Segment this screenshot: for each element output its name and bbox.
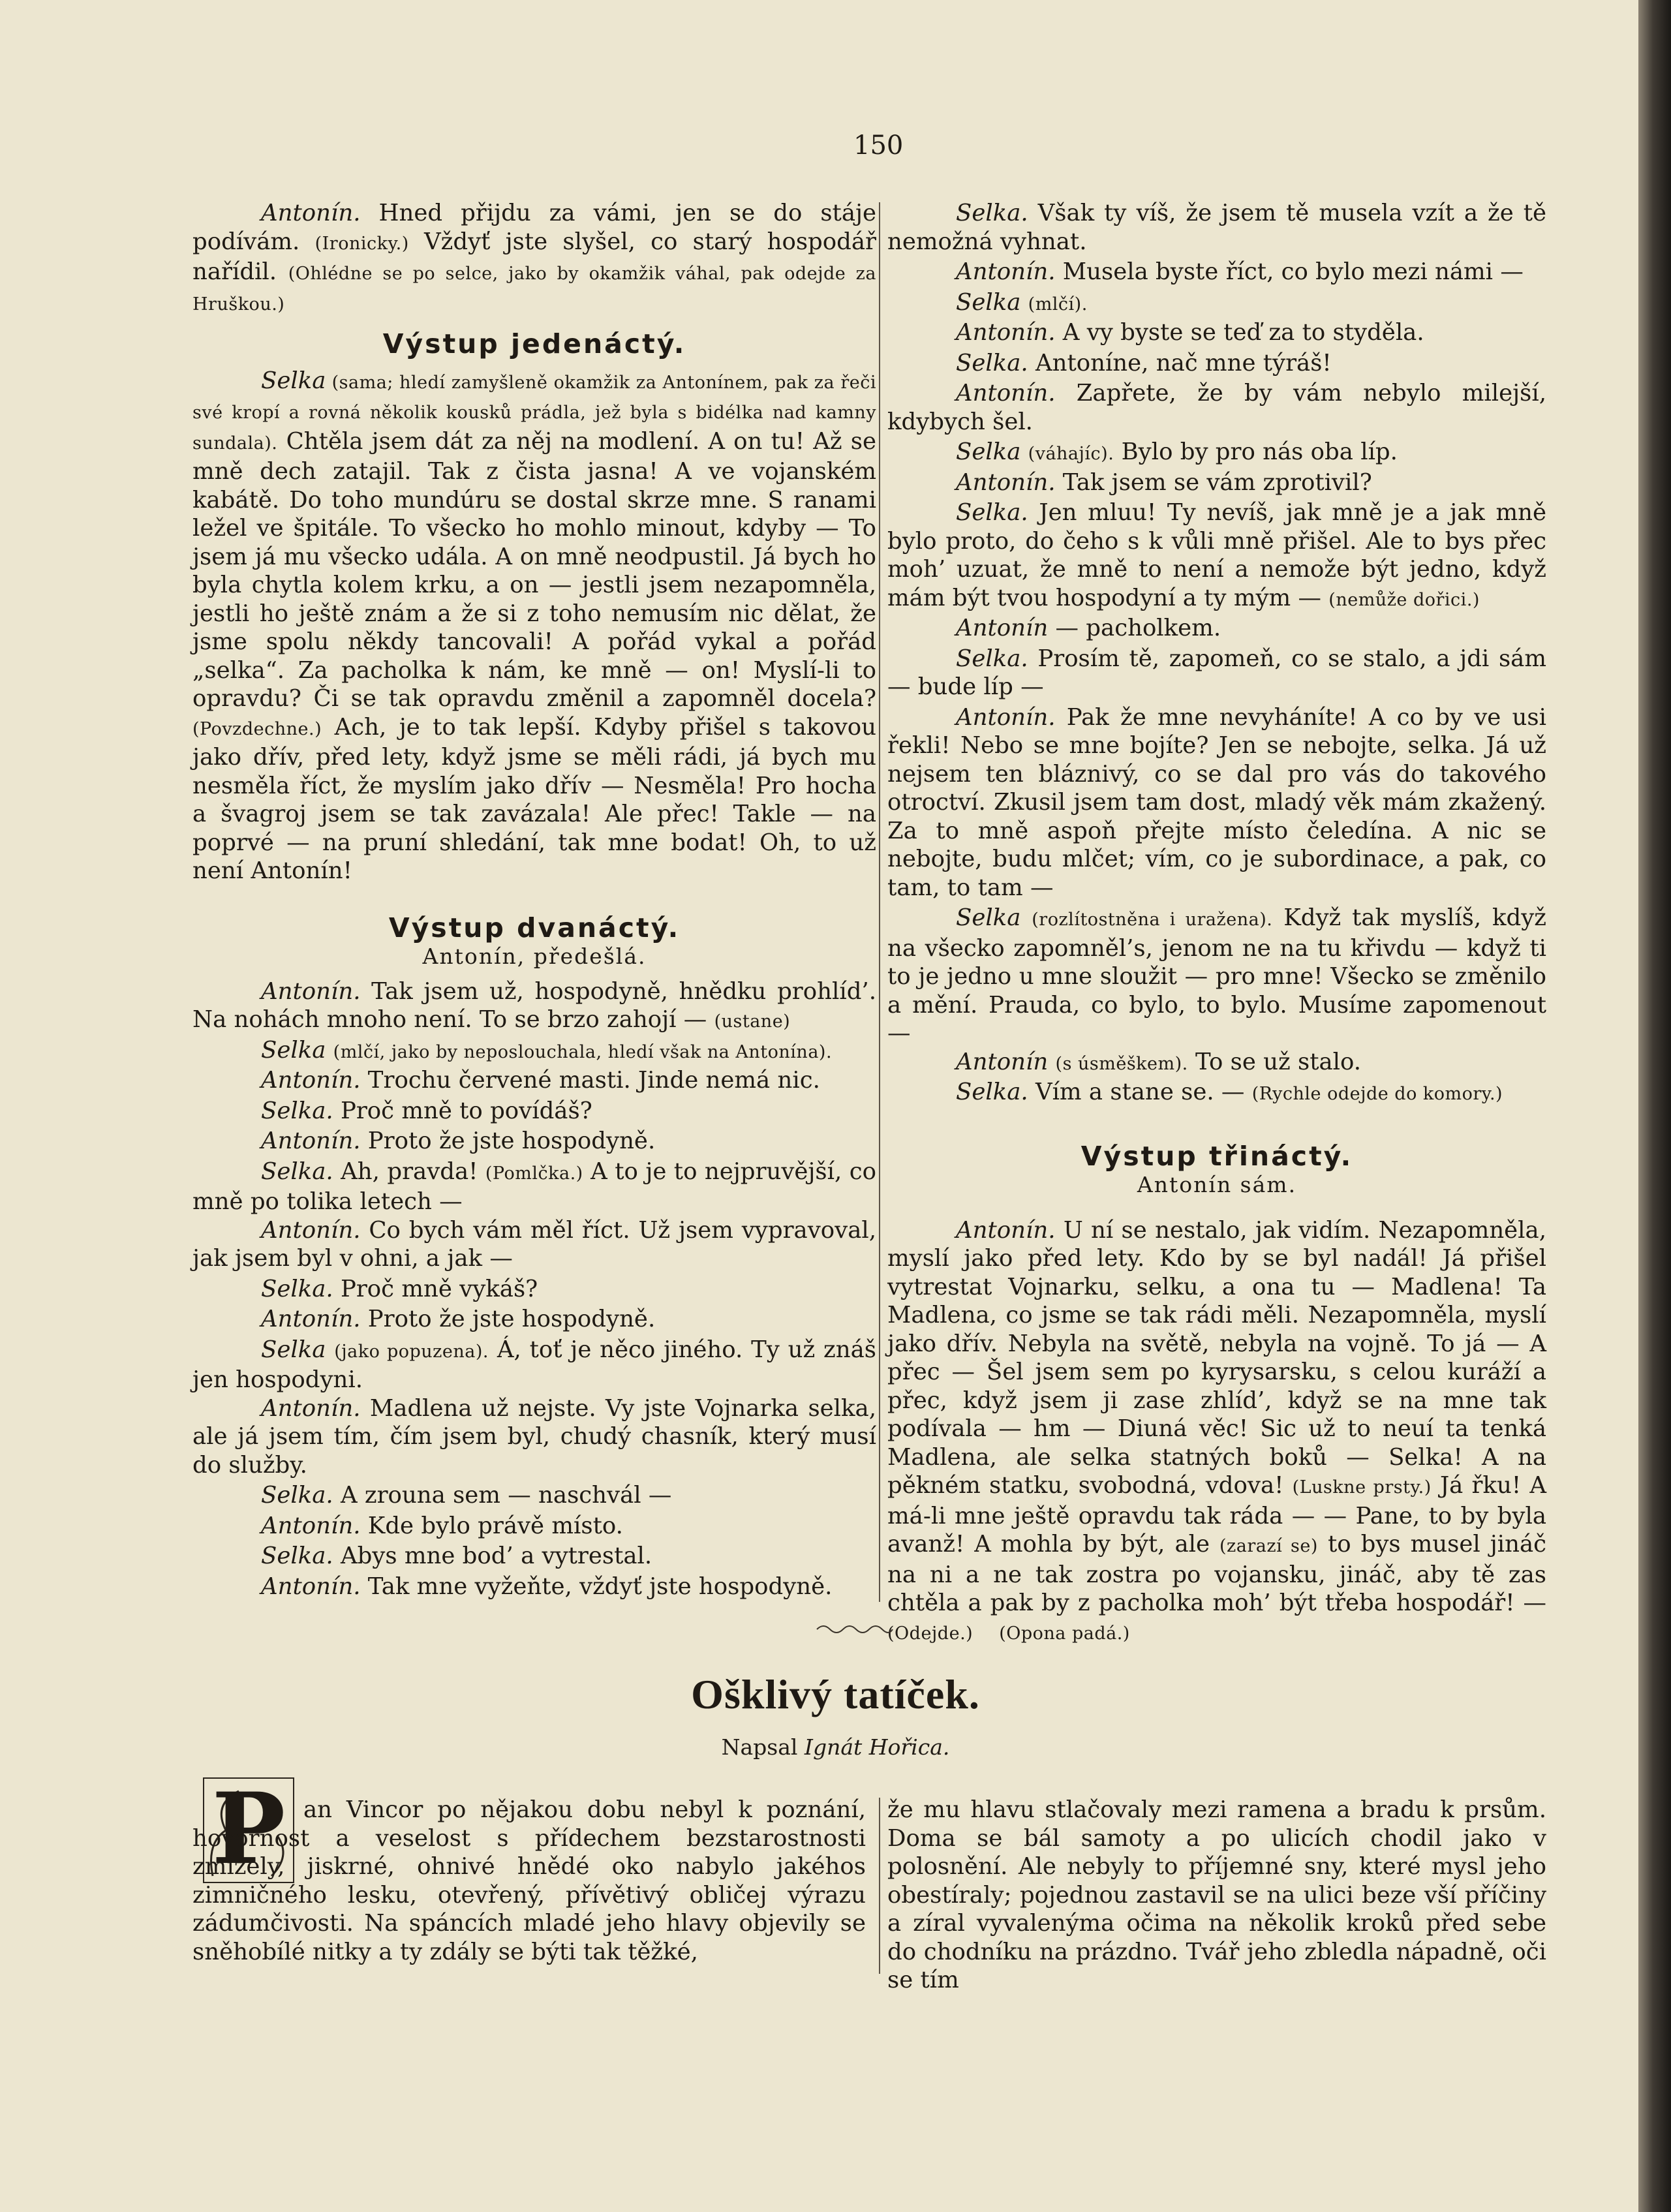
dialogue-line (887, 614, 1546, 645)
line-text: Bylo by pro nás oba líp. (1114, 438, 1398, 465)
stage-direction: (Rychle odejde do komory.) (1251, 1084, 1503, 1104)
line-text: Prosím tě, zapomeň, co se stalo, a jdi sám — bude líp — (887, 645, 1546, 700)
speaker-name: Antonín. (261, 1394, 361, 1422)
dialogue-line (887, 258, 1546, 288)
stage-direction: (Povzdechne.) (192, 718, 322, 739)
line-text: Trochu červené masti. Jinde nemá nic. (360, 1067, 820, 1094)
dialogue-line (887, 199, 1546, 258)
dialogue-line (192, 977, 876, 1036)
speaker-name: Antonín (956, 615, 1049, 641)
dialogue-line (192, 1216, 876, 1275)
line-text: Proto že jste hospodyně. (360, 1128, 656, 1154)
speaker-name: Antonín. (261, 1128, 361, 1154)
line-text: Proto že jste hospodyně. (360, 1306, 656, 1332)
speaker-name: Antonín. (261, 1512, 361, 1539)
dialogue-line (192, 1097, 876, 1128)
speaker-name: Selka (261, 1336, 326, 1363)
line-text: Ach, je to tak lepší. Kdyby přišel s takovou jako dřív, před lety, když jsme se měli rádi, já bych mu nesměla říct, že myslím jako dřív — Nesměla! Pro hocha a švagroj jsem se tak zavázala! Ale přec! Takle — na poprvé — na pruní shledání, tak mne bodat! Oh, to už není Antonín! (192, 713, 876, 884)
line-text: U ní se nestalo, jak vidím. Nezapomněla, myslí jako před lety. Kdo by se byl nadál! Já přišel vytrestat Vojnarku, selku, a ona tu — Madlena! Ta Madlena, co jsme se tak rádi měli. Nezapomněla, myslí jako dřív. Nebyla na světě, nebyla na vojně. To já — A přec — Šel jsem sem po kyrysarsku, s celou kuráží a přec, když jsem ji zase zhlíd’, když se na mne tak podívala — hm — Diuná věc! Sic už to neuí ta tenká Madlena, ale selka statných boků — Selka! A na pěkném statku, svobodná, vdova! (887, 1216, 1546, 1499)
speaker-name: Selka (956, 904, 1021, 931)
line-text: To se už stalo. (1188, 1048, 1362, 1075)
dialogue-list (192, 977, 876, 1603)
speaker-name: Antonín. (956, 380, 1056, 407)
line-text: A zrouna sem — naschvál — (333, 1482, 672, 1509)
line-text: A vy byste se teď za to styděla. (1055, 319, 1424, 346)
speaker-name: Selka. (261, 1275, 333, 1302)
line-text: Tak jsem už, hospodyně, hnědku prohlíd’. Na nohách mnoho není. To se brzo zahojí — (192, 977, 876, 1033)
dialogue-line (887, 499, 1546, 614)
stage-direction: (Luskne prsty.) (1292, 1477, 1432, 1498)
line-text: — pacholkem. (1048, 615, 1221, 641)
monologue-paragraph (192, 367, 876, 885)
speaker-name: Antonín. (956, 258, 1056, 285)
dialogue-line (887, 379, 1546, 438)
line-text (1048, 1049, 1055, 1075)
page-edge-shadow (1638, 0, 1671, 2212)
line-text: Proč mně vykáš? (333, 1275, 538, 1302)
stage-direction: (váhajíc). (1028, 444, 1114, 464)
stage-direction: (mlčí). (1028, 294, 1088, 315)
speaker-name: Selka. (261, 1482, 333, 1509)
line-text: Proč mně to povídáš? (333, 1097, 592, 1124)
dialogue-line (192, 199, 876, 318)
author-name: Ignát Hořica. (804, 1734, 950, 1760)
story-right-column (887, 1796, 1546, 1995)
story-paragraph: že mu hlavu stlačovaly mezi ramena a bradu k prsům. Doma se bál samoty a po ulicích chodil jako v polosnění. Ale nebyly to příjemné sny, které mysl jeho obestíraly; pojednou zastavil se na ulici beze vší příčiny a zíral vyvalenýma očima na několik kroků před sebe do chodníku na prázdno. Tvář jeho zbledla nápadně, oči se tím (887, 1796, 1546, 1993)
line-text: Vím a stane se. — (1028, 1079, 1252, 1105)
divider-ornament (816, 1621, 894, 1635)
stage-direction: (sama; hledí zamyšleně okamžik za Antonínem, pak za řeči své kropí a rovná několik kousků prádla, jež byla s bidélka nad kamny sundala). (192, 372, 876, 453)
speaker-name: Selka (956, 438, 1021, 465)
line-text: Však ty víš, že jsem tě musela vzít a že tě nemožná vyhnat. (887, 200, 1546, 255)
line-text: Já řku! A má-li mne ještě opravdu tak ráda — — Pane, to by byla avanž! A mohla by být, ale (887, 1472, 1546, 1558)
dropcap-letter: P (211, 1772, 286, 1886)
speaker-name: Selka (956, 288, 1021, 316)
dialogue-line (887, 1078, 1546, 1109)
dialogue-line (192, 1481, 876, 1512)
stage-direction: (rozlítostněna i uražena). (1032, 910, 1273, 930)
line-text (326, 1037, 333, 1064)
line-text: Ah, pravda! (333, 1158, 485, 1185)
dialogue-line (887, 318, 1546, 349)
line-text: Co bych vám měl říct. Už jsem vypravoval, jak jsem byl v ohni, a jak — (192, 1216, 876, 1272)
scene-12-heading: Výstup dvanáctý. (388, 912, 681, 944)
byline-prefix: Napsal (721, 1734, 805, 1760)
speaker-name: Antonín. (956, 703, 1056, 731)
line-text (1020, 289, 1028, 316)
line-text: Chtěla jsem dát za něj na modlení. A on tu! Až se mně dech zatajil. Tak z čista jasna! A ve vojanském kabátě. Do toho mundúru se dostal skrze mne. S ranami ležel ve špitále. To všecko ho mohlo minout, kdyby — To jsem já mu všecko udála. A on mně neodpustil. Já bych ho byla chytla kolem krku, a on — jestli jsem nezapomněla, jestli ho ještě znám a že si z toho nemusím nic dělat, že jsme spolu někdy tancovali! A pořád vykal a pořád „selka“. Za pacholka k nám, ke mně — on! Myslí-li to opravdu? Či se tak opravdu změnil a zapomněl docela? (192, 427, 876, 712)
speaker-name: Selka. (261, 1158, 333, 1185)
right-column (887, 199, 1546, 1648)
dialogue-line (887, 645, 1546, 703)
line-text (1020, 438, 1028, 465)
line-text: to bys musel jináč na ni a ne tak zostra po vojansku, jináč, aby tě zas chtěla a pak by z pacholka moh’ být třeba hospodář! — (887, 1531, 1547, 1616)
line-text (326, 1336, 334, 1363)
stage-direction: (ustane) (714, 1011, 791, 1032)
final-monologue (887, 1216, 1546, 1648)
speaker-name: Antonín. (261, 1306, 361, 1332)
dialogue-line (192, 1305, 876, 1336)
dialogue-line (192, 1336, 876, 1394)
stage-direction: (Pomlčka.) (485, 1163, 583, 1184)
line-text: Jen mluu! Ty nevíš, jak mně je a jak mně bylo proto, do čeho s k vůli mně přišel. Ale to bys přec moh’ uzuat, že mně to není a nemože být jedno, když mám být tvou hospodyní a ty mým — (887, 499, 1546, 611)
line-text: Kde bylo právě místo. (360, 1512, 623, 1539)
dialogue-line (192, 1275, 876, 1306)
story-left-column (192, 1796, 866, 1966)
left-column (192, 199, 876, 1603)
dialogue-line (192, 1158, 876, 1216)
stage-direction: (Ohlédne se po selce, jako by okamžik váhal, pak odejde za Hruškou.) (192, 264, 877, 315)
speaker-name: Selka (261, 1036, 326, 1064)
speaker-name: Antonín. (956, 1216, 1056, 1244)
line-text: Madlena už nejste. Vy jste Vojnarka selka, ale já jsem tím, čím jsem byl, chudý chasník, který musí do služby. (192, 1394, 876, 1479)
dialogue-line (887, 469, 1546, 499)
line-text: Když tak myslíš, když na všecko zapomněl’s, jenom ne na tu křivdu — když ti to je jedno u mne sloužit — pro mne! Všecko se změnilo a mění. Prauda, co bylo, to bylo. Musíme zapomenout — (887, 904, 1546, 1047)
line-text: Musela byste říct, co bylo mezi námi — (1055, 258, 1524, 285)
speaker-name: Antonín. (261, 1216, 361, 1244)
story-paragraph: an Vincor po nějakou dobu nebyl k poznání, hovornost a veselost s přídechem bezstarostnosti zmizely, jiskrné, ohnivé hnědé oko nabylo jakéhos zimničného lesku, otevřený, přívětivý obličej výrazu zádumčivosti. Na spáncích mladé jeho hlavy objevily se sněhobílé nitky a ty zdály se býti tak těžké, (192, 1796, 866, 1965)
line-text: Á, toť je něco jiného. Ty už znáš jen hospodyni. (192, 1336, 876, 1393)
dialogue-line (192, 1512, 876, 1543)
line-text: Antoníne, nač mne týráš! (1028, 349, 1332, 376)
stage-direction: (Odejde.) (887, 1623, 973, 1644)
column-rule (879, 202, 880, 1602)
scene-13-heading: Výstup třináctý. (1081, 1140, 1353, 1172)
dialogue-line (887, 703, 1546, 904)
dialogue-line (192, 1066, 876, 1097)
scene-13-characters: Antonín sám. (1137, 1172, 1297, 1197)
dialogue-line (192, 1127, 876, 1158)
speaker-name: Selka. (956, 1079, 1028, 1105)
stage-direction: (jako popuzena). (334, 1341, 489, 1362)
stage-direction: (nemůže dořici.) (1328, 589, 1480, 610)
speaker-name: Antonín. (956, 469, 1056, 496)
line-text: Tak mne vyžeňte, vždyť jste hospodyně. (360, 1573, 833, 1600)
dialogue-line (887, 1048, 1546, 1079)
dialogue-line (887, 904, 1546, 1048)
speaker-name: Selka. (956, 645, 1028, 672)
speaker-name: Selka. (261, 1543, 333, 1569)
line-text: Tak jsem se vám zprotivil? (1055, 469, 1372, 496)
scene-11-heading: Výstup jedenáctý. (382, 328, 686, 360)
speaker-name: Antonín. (956, 319, 1056, 346)
dialogue-list (887, 199, 1546, 1109)
page-number: 150 (853, 131, 904, 161)
speaker-name: Antonín. (261, 977, 361, 1005)
speaker-name: Antonín. (261, 1067, 361, 1094)
stage-direction: (mlčí, jako by neposlouchala, hledí však na Antonína). (333, 1041, 833, 1062)
line-text: A to je to nejpruvější, co mně po tolika letech — (192, 1158, 876, 1215)
speaker-name: Selka. (956, 499, 1028, 526)
stage-direction: (Opona padá.) (999, 1623, 1130, 1644)
stage-direction: (s úsměškem). (1055, 1053, 1188, 1074)
speaker-name: Selka. (956, 200, 1028, 226)
speaker-name: Antonín. (261, 200, 361, 226)
speaker-name: Selka (261, 367, 326, 394)
speaker-name: Selka. (261, 1097, 333, 1124)
column-rule (879, 1798, 880, 1974)
dialogue-line (887, 288, 1546, 319)
speaker-name: Antonín. (261, 1573, 361, 1600)
speaker-name: Selka. (956, 349, 1028, 376)
dialogue-line (192, 1573, 876, 1603)
line-text (1020, 904, 1032, 931)
speaker-name: Antonín (956, 1048, 1049, 1075)
line-text: Vždyť jste slyšel, co starý hospodář nařídil. (192, 228, 876, 285)
dialogue-line (887, 438, 1546, 469)
stage-direction: (Ironicky.) (314, 233, 409, 254)
story-title: Ošklivý tatíček. (691, 1671, 980, 1717)
line-text: Zapřete, že by vám nebylo milejší, kdybych šel. (887, 380, 1546, 435)
dialogue-line (192, 1542, 876, 1573)
dialogue-line (192, 1036, 876, 1067)
stage-direction: (zarazí se) (1219, 1536, 1318, 1556)
byline (0, 1734, 1671, 1760)
line-text: Hned přijdu za vámi, jen se do stáje podívám. (192, 200, 876, 255)
line-text: Pak že mne nevyháníte! A co by ve usi řekli! Nebo se mne bojíte? Jen se nebojte, selka. Já už nejsem ten bláznivý, co se dal pro vás do takového otroctví. Zkusil jsem tam dost, mladý věk mám zkažený. Za to mně aspoň přejte místo čeledína. A nic se nebojte, budu mlčet; vím, co je subordinace, a pak, co tam, to tam — (887, 703, 1546, 901)
dialogue-line (887, 349, 1546, 380)
line-text: Abys mne bod’ a vytrestal. (333, 1543, 652, 1569)
dialogue-line (192, 1394, 876, 1482)
scene-12-characters: Antonín, předešlá. (422, 944, 647, 969)
